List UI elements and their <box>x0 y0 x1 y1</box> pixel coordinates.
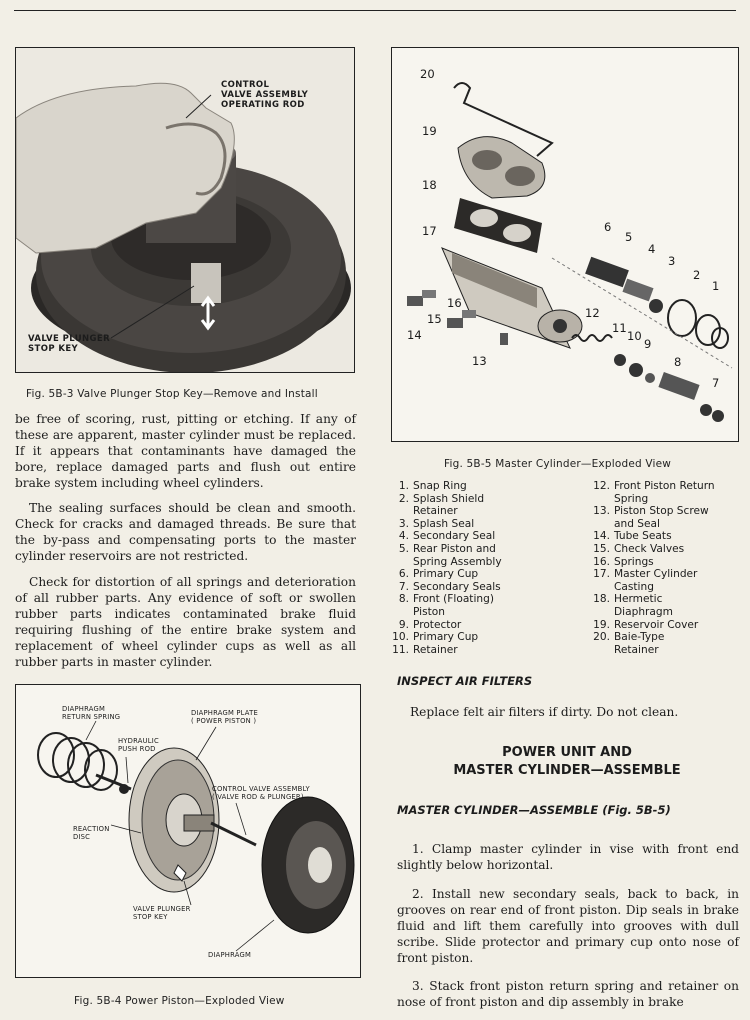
fig-5b4-diagram <box>15 684 361 978</box>
callout-10: 10 <box>627 329 642 343</box>
assemble-step-1: 1. Clamp master cylinder in vise with front end slightly below horizontal. <box>397 842 739 873</box>
callout-18: 18 <box>422 178 437 192</box>
legend-item: 13. Piston Stop Screw and Seal <box>593 505 709 530</box>
legend-item: 3. Splash Seal <box>398 517 475 530</box>
inspect-air-filters-heading: INSPECT AIR FILTERS <box>397 674 533 688</box>
assemble-step-2: 2. Install new secondary seals, back to back, in grooves on rear end of front piston. Dip seals in brake fluid and lift them carefully into grooves with dull scribe. Slide protector and primary cup onto nose of front piston. <box>397 887 739 966</box>
callout-9: 9 <box>644 337 652 351</box>
callout-19: 19 <box>422 124 437 138</box>
callout-14: 14 <box>407 328 422 342</box>
legend-item: 15. Check Valves <box>593 542 685 555</box>
section-title-line-1: POWER UNIT AND <box>502 745 632 760</box>
legend-item: 8. Front (Floating) Piston <box>398 593 494 618</box>
callout-15: 15 <box>427 312 442 326</box>
inspect-air-filters-body: Replace felt air filters if dirty. Do not clean. <box>410 705 679 719</box>
label-stop-key-small: VALVE PLUNGER STOP KEY <box>133 905 191 921</box>
legend-item: 20. Baie-Type Retainer <box>593 631 665 656</box>
callout-7: 7 <box>712 376 720 390</box>
callout-6: 6 <box>604 220 612 234</box>
callout-8: 8 <box>674 355 682 369</box>
callout-5: 5 <box>625 230 633 244</box>
parts-legend-right <box>592 480 742 656</box>
legend-item: 7. Secondary Seals <box>398 580 501 593</box>
label-control-valve: CONTROL VALVE ASSEMBLY ( VALVE ROD & PLUNGER) <box>212 785 310 801</box>
label-stop-key: VALVE PLUNGER STOP KEY <box>28 334 111 354</box>
fig-5b3-photo <box>15 47 355 373</box>
legend-item: 17. Master Cylinder Casting <box>593 568 698 593</box>
legend-item: 16. Springs <box>593 555 654 568</box>
callout-2: 2 <box>693 268 701 282</box>
legend-item: 5. Rear Piston and Spring Assembly <box>398 542 502 568</box>
callout-12: 12 <box>585 306 600 320</box>
callout-3: 3 <box>668 254 676 268</box>
label-diaphragm: DIAPHRAGM <box>208 951 252 959</box>
callout-11: 11 <box>612 321 627 335</box>
legend-item: 9. Protector <box>398 618 462 631</box>
fig-5b3-caption: Fig. 5B-3 Valve Plunger Stop Key—Remove and Install <box>26 388 318 400</box>
label-push-rod: HYDRAULIC PUSH ROD <box>118 737 159 753</box>
legend-item: 10. Primary Cup <box>392 631 479 644</box>
fig-5b5-diagram <box>391 47 739 442</box>
callout-16: 16 <box>447 296 462 310</box>
callout-20: 20 <box>420 67 435 81</box>
left-paragraph-3: Check for distortion of all springs and deterioration of all rubber parts. Any evidence of soft or swollen rubber parts indicates contaminated brake fluid requiring flushing of the entire brake system and replacement of wheel cylinder cups as well as all rubber parts in master cylinder. <box>15 575 356 670</box>
legend-item: 2. Splash Shield Retainer <box>398 492 485 518</box>
left-paragraph-2: The sealing surfaces should be clean and smooth. Check for cracks and damaged threads. Be sure that the by-pass and compensating ports to the master cylinder reservoirs are not restricted. <box>15 501 356 564</box>
callout-1: 1 <box>712 279 720 293</box>
legend-item: 4. Secondary Seal <box>398 530 496 543</box>
parts-legend-left <box>391 480 591 656</box>
legend-item: 14. Tube Seats <box>593 530 672 543</box>
assemble-heading: MASTER CYLINDER—ASSEMBLE (Fig. 5B-5) <box>397 803 671 817</box>
header-rule <box>14 10 736 11</box>
label-return-spring: DIAPHRAGM RETURN SPRING <box>62 705 121 721</box>
power-piston-drawing <box>16 685 360 977</box>
legend-item: 12. Front Piston Return Spring <box>593 480 715 505</box>
legend-item: 6. Primary Cup <box>398 568 479 581</box>
fig-5b5-caption: Fig. 5B-5 Master Cylinder—Exploded View <box>444 458 672 470</box>
section-title-line-2: MASTER CYLINDER—ASSEMBLE <box>453 763 681 778</box>
master-cylinder-drawing <box>392 48 738 441</box>
legend-item: 1. Snap Ring <box>398 480 467 492</box>
assemble-step-3: 3. Stack front piston return spring and retainer on nose of front piston and dip assembly in brake <box>397 979 739 1010</box>
fig-5b4-caption: Fig. 5B-4 Power Piston—Exploded View <box>74 995 285 1007</box>
legend-item: 18. Hermetic Diaphragm <box>593 593 673 618</box>
label-diaphragm-plate: DIAPHRAGM PLATE ( POWER PISTON ) <box>191 709 258 725</box>
callout-13: 13 <box>472 354 487 368</box>
section-title <box>397 744 737 780</box>
label-operating-rod: CONTROL VALVE ASSEMBLY OPERATING ROD <box>221 80 309 110</box>
callout-17: 17 <box>422 224 437 238</box>
legend-item: 19. Reservoir Cover <box>593 618 699 631</box>
label-reaction-disc: REACTION DISC <box>73 825 110 841</box>
legend-item: 11. Retainer <box>392 643 458 656</box>
callout-4: 4 <box>648 242 656 256</box>
left-paragraph-1: be free of scoring, rust, pitting or etching. If any of these are apparent, master cylinder must be replaced. If it appears that contaminants have damaged the bore, replace damaged parts and flush out entire brake system including wheel cylinders. <box>15 412 356 491</box>
